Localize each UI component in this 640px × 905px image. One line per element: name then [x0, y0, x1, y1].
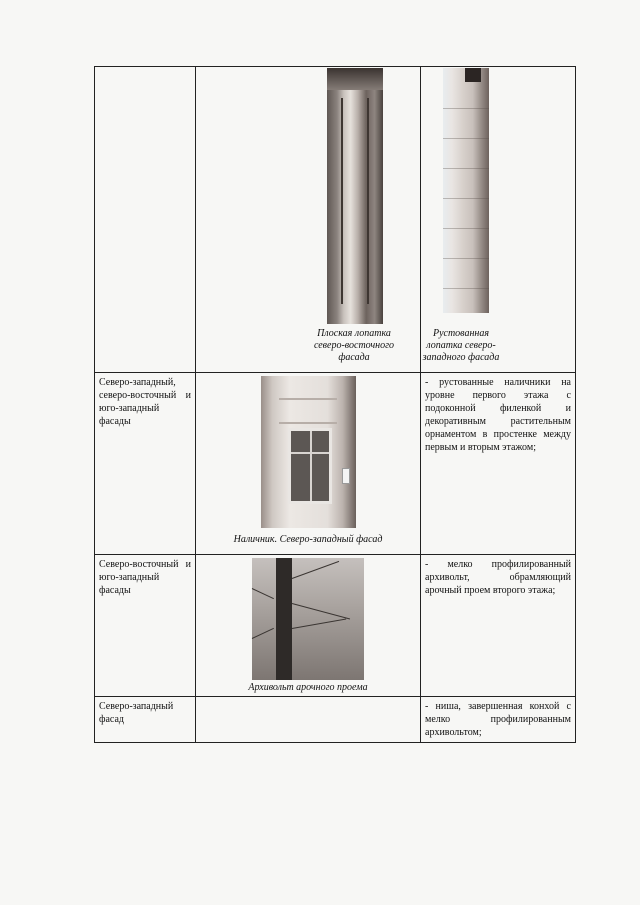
photo-cell	[196, 67, 500, 373]
table-row	[95, 555, 576, 697]
facade-elements-table	[94, 66, 576, 743]
facade-cell: Северо-западный фасад	[95, 697, 196, 743]
archivolt-photo	[252, 558, 364, 680]
photo-caption: Рустованная лопатка северо-западного фасада	[422, 328, 500, 363]
photo-caption: Архивольт арочного проема	[248, 682, 368, 693]
photo-caption: Плоская лопатка северо-восточного фасада	[313, 328, 395, 363]
photo-caption: Наличник. Северо-западный фасад	[233, 534, 383, 545]
rusticated-pilaster-photo-northwest	[443, 68, 489, 313]
photo-cell	[196, 555, 421, 697]
window-frame-photo	[261, 376, 356, 528]
photo-cell	[196, 373, 421, 555]
facade-cell: Северо-восточный и юго-западный фасады	[95, 555, 196, 697]
table-row	[95, 373, 576, 555]
facade-cell: Северо-западный, северо-восточный и юго-западный фасады	[95, 373, 196, 555]
pilaster-photo-northeast	[327, 68, 383, 324]
photo-cell	[196, 697, 421, 743]
table-row	[95, 67, 576, 373]
description-cell: - ниша, завершенная конхой с мелко профилированным архивольтом;	[421, 697, 576, 743]
facade-cell	[95, 67, 196, 373]
table-row	[95, 697, 576, 743]
description-cell: - мелко профилированный архивольт, обрамляющий арочный проем второго этажа;	[421, 555, 576, 697]
description-cell: - рустованные наличники на уровне первого этажа с подоконной филенкой и декоративным растительным орнаментом в простенке между первым и вторым этажом;	[421, 373, 576, 555]
